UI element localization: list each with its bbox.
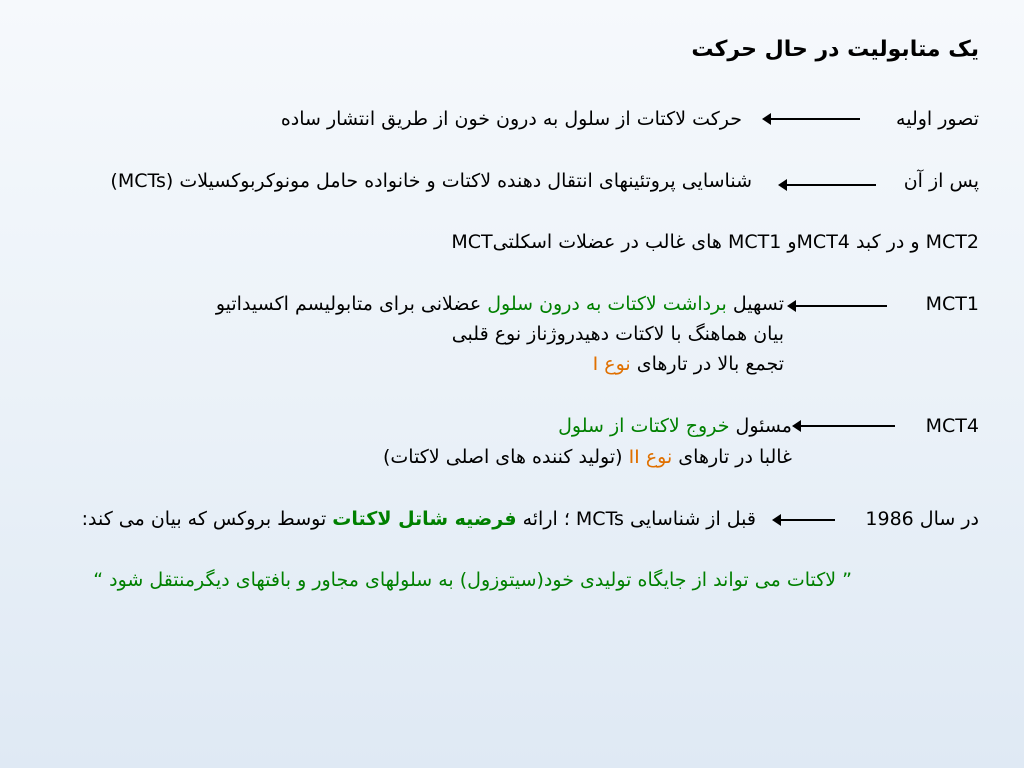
mct4-line1: مسئول خروج لاکتات از سلول (558, 415, 792, 437)
mct1-line3: تجمع بالا در تارهای نوع I (592, 353, 784, 375)
row-1986-label: در سال 1986 (865, 508, 979, 530)
arrow-icon (795, 305, 887, 307)
mct1-line2: بیان هماهنگ با لاکتات دهیدروژناز نوع قلبی (451, 323, 784, 345)
row-after-label: پس از آن (903, 170, 979, 192)
mct1-label: MCT1 (925, 293, 979, 315)
row-mct-distribution: MCTهای غالب در عضلات اسکلتی MCT1 وMCT4 و در کبد MCT2 (451, 231, 979, 253)
mct4-highlight: خروج لاکتات از سلول (558, 415, 730, 437)
row-initial-idea (896, 107, 979, 131)
row-after-text: شناسایی پروتئینهای انتقال دهنده لاکتات و خانواده حامل مونوکربوکسیلات (MCTs) (110, 170, 752, 192)
arrow-icon (780, 519, 835, 521)
arrow-icon (786, 184, 876, 186)
row-initial-text: حرکت لاکتات از سلول به درون خون از طریق انتشار ساده (280, 108, 742, 130)
row-1986-text: قبل از شناسایی MCTs ؛ ارائه فرضیه شاتل لاکتات توسط بروکس که بیان می کند: (81, 508, 756, 530)
quote: ” لاکتات می تواند از جایگاه تولیدی خود(سیتوزول) به سلولهای مجاور و بافتهای دیگرمنتقل شود “ (93, 569, 852, 591)
mct4-label: MCT4 (925, 415, 979, 437)
arrow-icon (770, 118, 860, 120)
mct1-type-highlight: نوع I (592, 353, 631, 375)
mct1-line1: تسهیل برداشت لاکتات به درون سلول عضلانی برای متابولیسم اکسیداتیو (215, 293, 784, 315)
lactate-shuttle-hypothesis: فرضیه شاتل لاکتات (332, 508, 517, 530)
mct1-highlight: برداشت لاکتات به درون سلول (487, 293, 727, 315)
slide-title: یک متابولیت در حال حرکت (691, 37, 979, 62)
mct4-line2: غالبا در تارهای نوع II (تولید کننده های اصلی لاکتات) (382, 446, 792, 468)
row-initial-label: تصور اولیه (896, 108, 979, 130)
arrow-icon (800, 425, 895, 427)
mct4-type-highlight: نوع II (628, 446, 673, 468)
